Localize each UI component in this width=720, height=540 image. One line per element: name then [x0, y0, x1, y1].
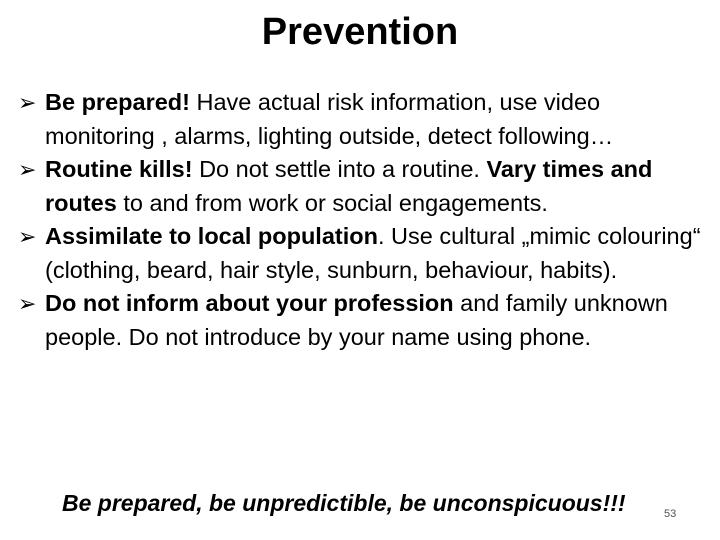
bullet-lead: Assimilate to local population [45, 223, 378, 249]
bullet-item [18, 153, 708, 220]
arrow-bullet-icon: ➢ [18, 291, 37, 316]
slide-title: Prevention [261, 11, 459, 53]
bullet-item [18, 86, 708, 153]
bullet-lead: Be prepared! [45, 89, 190, 115]
arrow-bullet-icon: ➢ [18, 157, 37, 182]
bullet-text: . Use cultural „mimic colouring“ (clothing, beard, hair style, sunburn, behaviour, habits). [45, 223, 701, 283]
bullet-item [18, 220, 708, 287]
footer-slogan: Be prepared, be unpredictible, be unconspicuous!!! [62, 490, 626, 516]
arrow-bullet-icon: ➢ [18, 224, 37, 249]
page-number: 53 [664, 508, 677, 520]
arrow-bullet-icon: ➢ [18, 90, 37, 115]
bullet-text-end: to and from work or social engagements. [116, 189, 548, 216]
bullet-lead: Routine kills! [45, 156, 193, 182]
bullet-lead: Do not inform about your profession [45, 290, 454, 316]
bullet-item [18, 287, 708, 354]
bullet-emphasis: Vary times and routes [45, 156, 653, 216]
bullet-text: and family unknown people. Do not introduce by your name using phone. [45, 290, 668, 350]
bullet-text: Have actual risk information, use video monitoring , alarms, lighting outside, detect following… [45, 89, 614, 149]
bullet-list [18, 86, 708, 354]
bullet-text: Do not settle into a routine. [192, 156, 487, 182]
